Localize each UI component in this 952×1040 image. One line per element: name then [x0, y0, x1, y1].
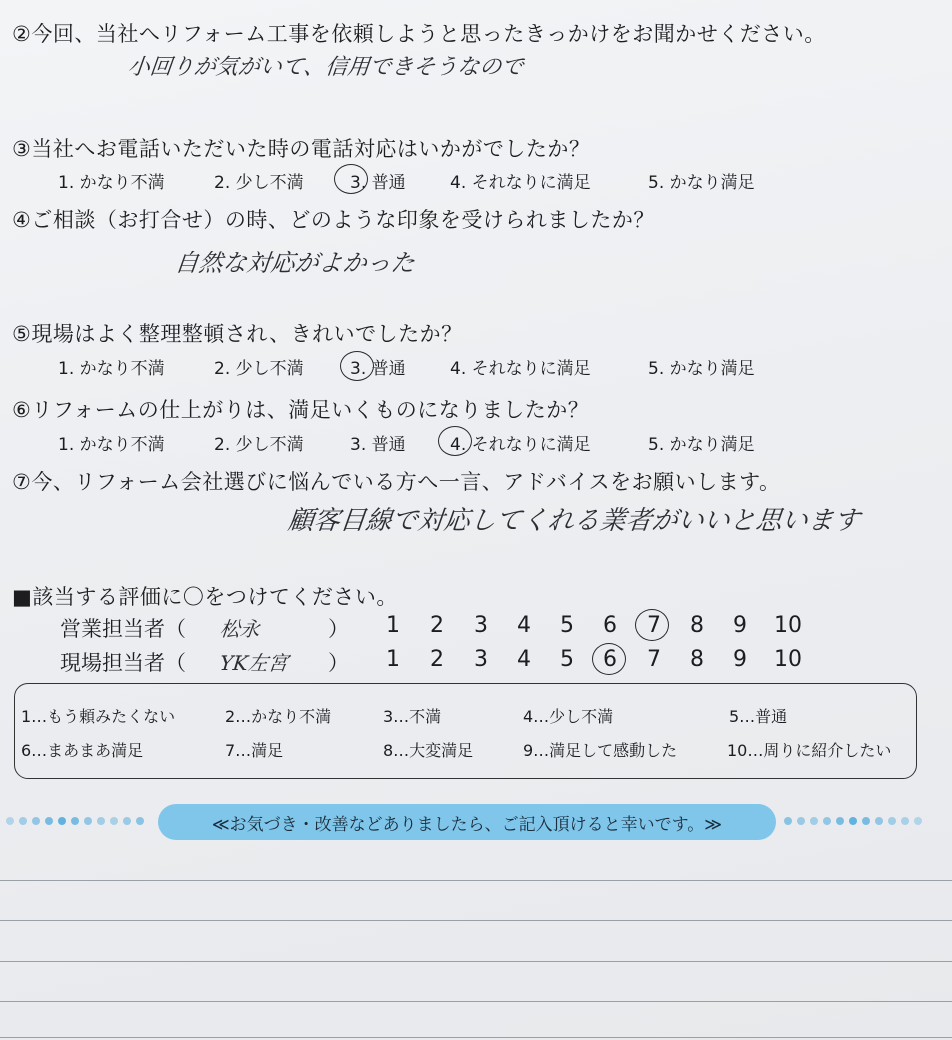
q5-option-1[interactable]: 1. かなり不満 — [58, 359, 165, 379]
rating-row-site — [60, 647, 920, 677]
legend-3: 3…不満 — [383, 707, 442, 726]
sales-score-circle — [635, 609, 669, 641]
writing-line[interactable] — [0, 1037, 952, 1038]
dot — [19, 817, 27, 825]
q5-option-5[interactable]: 5. かなり満足 — [648, 359, 755, 379]
site-score-7[interactable]: 7 — [647, 647, 661, 672]
dot — [823, 817, 831, 825]
sales-score-10[interactable]: 10 — [774, 613, 802, 638]
options-q6 — [0, 430, 952, 458]
q3-selection-circle — [334, 164, 368, 194]
dot — [810, 817, 818, 825]
dot — [84, 817, 92, 825]
site-score-9[interactable]: 9 — [733, 647, 747, 672]
legend-1: 1…もう頼みたくない — [21, 707, 176, 726]
rating-row-sales — [60, 613, 920, 643]
legend-10: 10…周りに紹介したい — [727, 741, 892, 760]
site-score-2[interactable]: 2 — [430, 647, 444, 672]
dot — [45, 817, 53, 825]
site-score-6[interactable]: 6 — [603, 647, 617, 672]
dot — [862, 817, 870, 825]
q3-option-2[interactable]: 2. 少し不満 — [214, 173, 304, 193]
dot — [123, 817, 131, 825]
dot — [71, 817, 79, 825]
dot — [797, 817, 805, 825]
dot — [136, 817, 144, 825]
sales-score-4[interactable]: 4 — [517, 613, 531, 638]
dot — [875, 817, 883, 825]
dot — [32, 817, 40, 825]
answer-2-handwriting[interactable]: 小回りが気がいて、信用できそうなので — [126, 55, 525, 80]
sales-score-8[interactable]: 8 — [690, 613, 704, 638]
dot — [901, 817, 909, 825]
q6-option-2[interactable]: 2. 少し不満 — [214, 435, 304, 455]
sales-rep-label: 営業担当者（ — [60, 617, 186, 641]
q6-selection-circle — [438, 426, 472, 456]
legend-6: 6…まあまあ満足 — [21, 741, 144, 760]
dot — [97, 817, 105, 825]
rating-heading: ■該当する評価に〇をつけてください。 — [12, 585, 398, 609]
sales-score-1[interactable]: 1 — [386, 613, 400, 638]
sales-rep-name[interactable]: 松永 — [218, 617, 262, 641]
sales-score-9[interactable]: 9 — [733, 613, 747, 638]
sales-rep-close: ） — [328, 617, 349, 641]
q3-option-3[interactable]: 3. 普通 — [350, 173, 406, 193]
site-score-5[interactable]: 5 — [560, 647, 574, 672]
q6-option-3[interactable]: 3. 普通 — [350, 435, 406, 455]
writing-line[interactable] — [0, 1001, 952, 1002]
answer-7-handwriting[interactable]: 顧客目線で対応してくれる業者がいいと思います — [286, 506, 862, 536]
site-score-circle — [592, 643, 626, 675]
question-2: ②今回、当社へリフォーム工事を依頼しようと思ったきっかけをお聞かせください。 — [12, 22, 826, 46]
sales-score-3[interactable]: 3 — [474, 613, 488, 638]
legend-5: 5…普通 — [729, 707, 788, 726]
legend-4: 4…少し不満 — [523, 707, 614, 726]
sales-score-6[interactable]: 6 — [603, 613, 617, 638]
dot — [784, 817, 792, 825]
question-6: ⑥リフォームの仕上がりは、満足いくものになりましたか？ — [12, 398, 590, 422]
q5-option-4[interactable]: 4. それなりに満足 — [450, 359, 591, 379]
comment-banner — [158, 804, 776, 840]
q6-option-5[interactable]: 5. かなり満足 — [648, 435, 755, 455]
q6-option-1[interactable]: 1. かなり不満 — [58, 435, 165, 455]
legend-8: 8…大変満足 — [383, 741, 474, 760]
writing-line[interactable] — [0, 961, 952, 962]
dot — [888, 817, 896, 825]
question-7: ⑦今、リフォーム会社選びに悩んでいる方へ一言、アドバイスをお願いします。 — [12, 470, 781, 494]
question-5: ⑤現場はよく整理整頓され、きれいでしたか？ — [12, 322, 463, 346]
sales-score-5[interactable]: 5 — [560, 613, 574, 638]
sales-score-2[interactable]: 2 — [430, 613, 444, 638]
q6-option-4[interactable]: 4. それなりに満足 — [450, 435, 591, 455]
legend-2: 2…かなり不満 — [225, 707, 332, 726]
options-q5 — [0, 354, 952, 382]
q5-selection-circle — [340, 351, 374, 381]
site-score-3[interactable]: 3 — [474, 647, 488, 672]
q3-option-4[interactable]: 4. それなりに満足 — [450, 173, 591, 193]
dots-right-decoration — [784, 815, 944, 829]
answer-4-handwriting[interactable]: 自然な対応がよかった — [173, 249, 417, 277]
site-score-8[interactable]: 8 — [690, 647, 704, 672]
rating-legend-box — [14, 683, 917, 779]
site-rep-close: ） — [328, 651, 349, 675]
site-score-1[interactable]: 1 — [386, 647, 400, 672]
legend-7: 7…満足 — [225, 741, 284, 760]
dot — [836, 817, 844, 825]
dot — [58, 817, 66, 825]
dot — [6, 817, 14, 825]
question-3: ③当社へお電話いただいた時の電話対応はいかがでしたか？ — [12, 137, 591, 161]
legend-9: 9…満足して感動した — [523, 741, 678, 760]
writing-line[interactable] — [0, 920, 952, 921]
sales-score-7[interactable]: 7 — [647, 613, 661, 638]
q5-option-3[interactable]: 3. 普通 — [350, 359, 406, 379]
site-rep-label: 現場担当者（ — [60, 651, 186, 675]
question-4: ④ご相談（お打合せ）の時、どのような印象を受けられましたか？ — [12, 208, 655, 232]
dots-left-decoration — [6, 815, 156, 829]
writing-line[interactable] — [0, 880, 952, 881]
site-rep-name[interactable]: YK左宮 — [218, 651, 290, 675]
site-score-4[interactable]: 4 — [517, 647, 531, 672]
dot — [849, 817, 857, 825]
q5-option-2[interactable]: 2. 少し不満 — [214, 359, 304, 379]
comment-banner-text: ≪お気づき・改善などありましたら、ご記入頂けると幸いです。≫ — [211, 814, 723, 835]
dot — [110, 817, 118, 825]
site-score-10[interactable]: 10 — [774, 647, 802, 672]
q3-option-5[interactable]: 5. かなり満足 — [648, 173, 755, 193]
options-q3 — [0, 168, 952, 196]
dot — [914, 817, 922, 825]
q3-option-1[interactable]: 1. かなり不満 — [58, 173, 165, 193]
